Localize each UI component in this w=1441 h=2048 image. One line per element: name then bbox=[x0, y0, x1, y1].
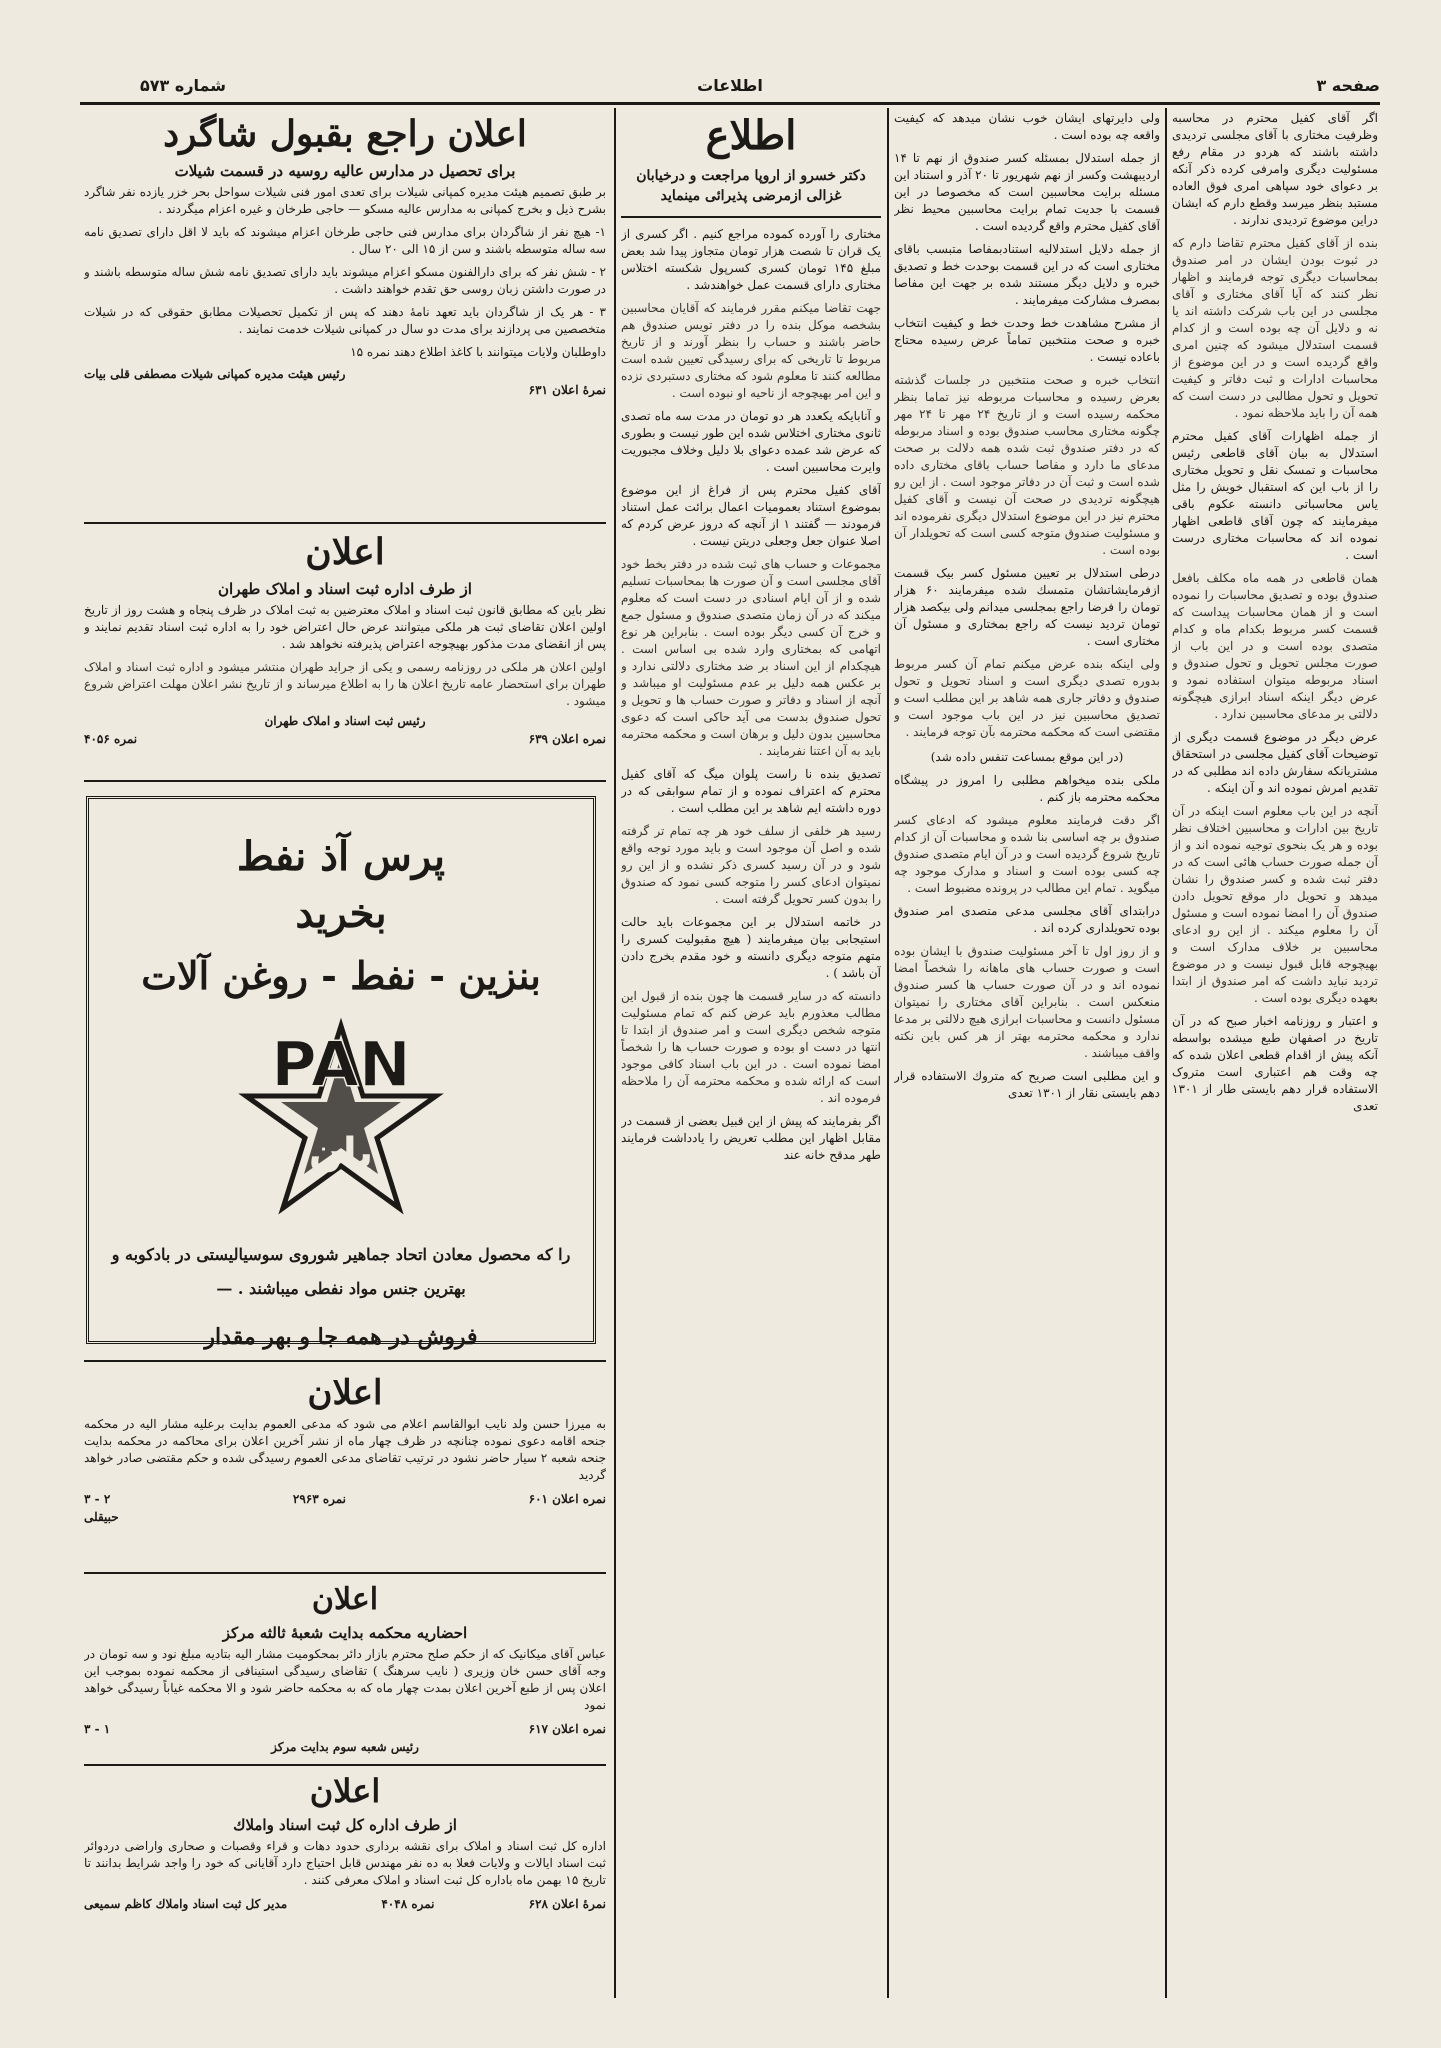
article-paragraph: از جمله استدلال بمسئله کسر صندوق از نهم تا ۱۴ اردیبهشت وکسر از نهم شهریور تا ۲۰ آذر و استناد این مسئله برایت محاسبین است که مخصوصا در این قسمت با جدیت تمام برایت محاسبین محیط نظر آقای کفیل محترم واقع گردیده است . bbox=[894, 151, 1160, 233]
article-paragraph: و اعتبار و روزنامه اخبار صبح که در آن تاریخ در اصفهان طبع میشده بواسطه آنکه پیش از اقدام قطعی اعلان شده که چه وقت هم اعتباری است متروک الاستفاده قرار دهم بایستی طار از ۱۳۰۱ تعدی bbox=[1172, 1014, 1378, 1113]
article-paragraph: مختاری را آورده کموده مراجع کنیم . اگر کسری از یک قران تا شصت هزار تومان متجاوز پیدا شد بعض مبلغ ۱۴۵ تومان کسری کسرپول شکسته اختلاس مختاری دارای قسمت عمل خواهندشد . bbox=[621, 227, 881, 292]
ad-subhead: از طرف اداره ثبت اسناد و املاک طهران bbox=[218, 580, 472, 598]
pan-logo-text: PAN bbox=[271, 1028, 411, 1101]
ad-subhead: از طرف اداره کل ثبت اسناد واملاك bbox=[233, 1816, 457, 1834]
ad-box-line1: پرس آذ نفط bbox=[236, 833, 446, 880]
section-rule bbox=[84, 1572, 606, 1574]
column-divider bbox=[1165, 108, 1167, 1998]
ad-signature: حبیقلی bbox=[84, 1510, 119, 1524]
article-text-block: آنچه در این باب معلوم است اینکه در آن تاریخ بین ادارات و محاسبین اختلاف نظر بوده و هر یک بنحوی توجیه نموده اند و از آن جمله صورت حساب هائی است که در دفتر ثبت شده و کسر صندوق را نشان میدهد و تحویل دار موقع تحویل دادن صندوق آن را امضا نموده است و مسئول آن را معلوم میکند . از این رو ادعای محاسبین بر خلاف مدارک است و بهیچوجه قابل قبول نیست و در موضوع تردید نباید داشت که امر صندوق از ابتدا بعهده دیگری بوده است . bbox=[1172, 804, 1378, 1005]
ad-extra-number: نمره ۴۰۴۸ bbox=[381, 1897, 435, 1911]
article-text-block: اگر دقت فرمایند معلوم میشود که ادعای کسر صندوق بر چه اساسی بنا شده و محاسبات آن از کدام تاریخ شروع گردیده است و در آن ایام متصدی صندوق چه کسی بوده است و اسناد و مدارک موجود چه میگوید . تمام این مطالب در پرونده مضبوط است . bbox=[894, 813, 1160, 895]
ad-paragraph: نظر باین که مطابق قانون ثبت اسناد و املاک معترضین به ثبت املاک در ظرف پنجاه و هشت روز از تاریخ اولین اعلان تقاضای ثبت هر ملکی میتوانند عرض حال اعتراض خود را به اداره ثبت اسناد تقدیم نمایند و پس از انقضای مدت مذکور بهیچوجه اعتراض پذیرفته نخواهد شد . bbox=[84, 603, 606, 651]
article-paragraph: ولی دایرتهای ایشان خوب نشان میدهد که کیفیت واقعه چه بوده است . bbox=[894, 111, 1160, 142]
ad-extra-number: ۱ - ۳ bbox=[84, 1722, 111, 1736]
article-paragraph: درطی استدلال بر تعیین مسئول کسر بیک قسمت ازفرمایشاتشان متمسك شده میفرمایند ۶۰ هزار تومان را فرضا راجع بمجلسی میدانم ولی بیکصد هزار تومان تردید نیست که راجع بمختاری و مسئول آن مختاری است . bbox=[894, 566, 1160, 648]
article-paragraph: ملکی بنده میخواهم مطلبی را امروز در پیشگاه محکمه محترمه باز کنم . bbox=[894, 773, 1160, 804]
ad-number: نمره اعلان ۶۰۱ bbox=[528, 1492, 606, 1506]
article-text-block: مجموعات و حساب های ثبت شده در دفتر بخط خود آقای مجلسی است و آن صورت ها بمحاسبات تسلیم شده و از آن ایام اسنادی در دست است که معلوم میکند که در آن زمان متصدی صندوق و مسئول جمع و خرج آن کسی دیگر بوده است . بنابراین هر نوع اتهامی که بمختاری وارد شده بی اساس است . هیچکدام از این اسناد بر ضد مختاری دلالتی ندارد و بر عکس همه دلیل بر عدم مسئولیت او میباشد و آنچه از اسناد و دفاتر و صورت حساب ها و تحویل و تحول صندوق بدست می آید حاکی است که دعوی محاسبین بدون دلیل و برهان است و محکمه محترمه باید به آن اعتنا نفرمایند . bbox=[621, 557, 881, 758]
ad-box-line2: بخرید bbox=[295, 890, 387, 937]
ad-mirza-hasan bbox=[84, 1370, 606, 1558]
ad-box-description: را که محصول معادن اتحاد جماهیر شوروی سوسیالیستی در بادکوبه و بهترین جنس مواد نفطی میباشند . — bbox=[111, 1245, 571, 1298]
ad-headline: اعلان bbox=[311, 1582, 379, 1617]
ad-sabt-tehran bbox=[84, 528, 606, 768]
article-paragraph: و این مطلبی است صریح که متروك الاستفاده قرار دهم بایستی نقار از ۱۳۰۱ تعدی bbox=[894, 1069, 1160, 1100]
ad-text-block: اولین اعلان هر ملکی در روزنامه رسمی و یکی از جراید طهران منتشر میشود و اداره ثبت اسناد و املاک طهران برای استحضار عامه تاریخ اعلان ها را به اطلاع میرساند و از تاریخ نشر اعلان مهلت اعتراض شروع میشود . bbox=[84, 660, 606, 708]
article-paragraph: درابتدای آقای مجلسی مدعی متصدی امر صندوق بوده تحویلداری کرده اند . bbox=[894, 904, 1160, 935]
section-rule bbox=[84, 1360, 606, 1362]
notice-box-itela bbox=[621, 110, 881, 218]
ad-sabt-general bbox=[84, 1770, 606, 1970]
ad-paragraph: ۳ - هر یک از شاگردان باید تعهد نامهٔ دهند که پس از تکمیل تحصیلات مطابق حقوقی که در شیلات متخصصین می پردازند برای مدت دو سال در کمپانی شیلات خدمت نمایند . bbox=[84, 305, 606, 336]
ad-paragraph: ۱- هیچ نفر از شاگردان برای مدارس فنی حاجی طرخان اعزام میشوند که باید لا اقل دارای تصدیق نامه سه ساله متوسطه باشند و سن از ۱۵ الی ۲۰ سال . bbox=[84, 225, 606, 256]
article-paragraph: اگر آقای کفیل محترم در محاسبه وظرفیت مختاری با آقای مجلسی تردیدی داشته باشند که هردو در مقام رفع مسئولیت دیگری وامرفی کرده ذکر آنکه بر دعوای خود سپاهی امری فوق العاده مستبد بنظر میرسد وقطع دارم که ایشان دراین موضوع تردیدی ندارند . bbox=[1172, 111, 1378, 227]
article-paragraph: عرض دیگر در موضوع قسمت دیگری از توضیحات آقای کفیل مجلسی در استحقاق مشتریانکه سفارش داده اند مطلبی که در تقدیم امرش نموده اند و آن اینکه . bbox=[1172, 730, 1378, 795]
masthead-rule bbox=[80, 102, 1380, 105]
article-paragraph: از مشرح مشاهدت خط وحدت خط و کیفیت انتخاب خبره و صحت منتخبین تماماً عرض رسیده محتاج باعاده نیست . bbox=[894, 316, 1160, 364]
article-column-1 bbox=[1172, 110, 1378, 1990]
masthead bbox=[80, 74, 1380, 102]
ad-subhead: احضاریه محکمه بدایت شعبهٔ ثالثه مرکز bbox=[222, 1624, 468, 1642]
ad-extra-number: نمره ۲۹۶۳ bbox=[292, 1492, 347, 1506]
article-paragraph: از جمله اظهارات آقای کفیل محترم استدلال به بیان آقای قاطعی رئیس محاسبات و تمسک نقل و تحویل مختاری را از باب این که استقبال خویش را مثل یاس محاسباتی دانسته عکوم باقی میفرمایند که چون آقای قاطعی اظهار نموده اند که محاسبات مختاری درست است . bbox=[1172, 429, 1378, 562]
ad-paragraph: ۲ - شش نفر که برای دارالفنون مسکو اعزام میشوند باید دارای تصدیق نامه شش ساله متوسطه باشند و در صورت داشتن زبان روسی حق تقدم خواهند داشت . bbox=[84, 265, 606, 296]
ad-number: نمرهٔ اعلان ۶۲۸ bbox=[528, 1897, 606, 1911]
ad-court-summons bbox=[84, 1580, 606, 1754]
article-paragraph: آقای کفیل محترم پس از فراغ از این موضوع بموضوع استناد بعمومیات اعمال برائت عمل استناد فرمودند — گفتند ۱ از آنچه که دروز عرض کردم که اصلا عنوان جعل وجعلی دریتن نیست . bbox=[621, 483, 881, 548]
section-rule bbox=[84, 1764, 606, 1766]
column-divider bbox=[614, 108, 616, 1998]
article-paragraph: در خاتمه استدلال بر این مجموعات باید حالت استیجابی بیان میفرمایند ( هیچ مقبولیت کسری را متهم متوجه دیگری دانسته و خود مقدم بخرج دادن آن باشد ) . bbox=[621, 915, 881, 980]
article-text-block: همان قاطعی در همه ماه مکلف بافعل صندوق بوده و تصدیق محاسبات را نموده است و از همان محاسبات پیداست که قسمت کسر مربوط بکدام ماه و کدام متصدی بوده است و در این باب از صورت مجلس تحویل و تحول صندوق و اسناد مربوطه میتوان استفاده نمود و عرض دیگر اینکه اسناد ابرازی هیچگونه دلالتی بر مدعای محاسبین ندارد . bbox=[1172, 571, 1378, 721]
ad-headline: اعلان راجع بقبول شاگرد bbox=[163, 113, 527, 155]
ad-number: نمره اعلان ۶۱۷ bbox=[528, 1722, 606, 1736]
paper-name: اطلاعات bbox=[697, 76, 763, 95]
pan-advertisement bbox=[86, 796, 596, 1350]
page-number: صفحه ۳ bbox=[1316, 76, 1380, 95]
ad-extra-number: ۲ - ۳ bbox=[84, 1492, 111, 1506]
column-divider bbox=[887, 108, 889, 1998]
article-paragraph: اگر بفرمایند که پیش از این قبیل بعضی از قسمت در مقابل اظهار این مطلب تعریض را یادداشت فرمایند طهر مدقح خانه عند bbox=[621, 1114, 881, 1162]
ad-paragraph: به میرزا حسن ولد نایب ابوالقاسم اعلام می شود که مدعی العموم بدایت برعلیه مشار الیه در محکمه جنحه اقامه دعوی نموده چنانچه در ظرف چهار ماه از نشر آخرین اعلان برای محاکمه در محکمه بدایت جنحه شعبه ۲ سیار حاضر نشود در ترتیب تقاضای مدعی العموم رسیدگی شده و حکم مقتضی صادر خواهد گردید bbox=[84, 1417, 606, 1482]
ad-headline: اعلان bbox=[309, 1772, 381, 1810]
ad-number: نمرهٔ اعلان ۶۳۱ bbox=[528, 383, 606, 397]
section-rule bbox=[84, 780, 606, 782]
article-text-block: بنده از آقای کفیل محترم تقاضا دارم که در ثبوت بودن ایشان در امر صندوق بمحاسبات دیگری توجه فرمایند و اظهار نظر کنند که آیا آقای مختاری و آقای مجلسی در این باب شرکت داشته اند یا نه و دلایل آن چه بوده است و از کدام قسمت استدلال میشود که چنین امری واقع گردیده است و در این موضوع از محاسبات ادارات و ثبت دفاتر و کیفیت تحویل و تحول مطالبی در دست است که همه آن را باید ملاحظه نمود . bbox=[1172, 236, 1378, 420]
article-paragraph: تصدیق بنده نا راست پلوان میگ که آقای کفیل محترم که اعتراف نموده و از تمام سوابقی که در دوره داشته ایم شاهد بر این مطلب است . bbox=[621, 767, 881, 815]
ad-paragraph: عباس آقای میکانیک که از حکم صلح محترم بازار دائر بمحکومیت مشار الیه بتادیه مبلغ نود و سه تومان در وجه آقای حسن خان وزیری ( نایب سرهنگ ) تقاضای رسیدگی استینافی از محکمه نموده بموجب این اعلان پس از طبع آخرین اعلان بمدت چهار ماه که به محکمه حاضر شود و الا محکمه غیاباً رسیدگی خواهد نمود bbox=[84, 1647, 606, 1712]
article-text-block: جهت تقاضا میکنم مقرر فرمایند که آقایان محاسبین بشخصه موکل بنده را در دفتر تویس صندوق هم حاضر باشند و حساب را بنظر آورند و از تاریخ مربوط تا تاریخی که برای رسیدگی تعیین شده است مطالعه کنند تا معلوم شود که مختاری دستبردی نزده و این امر بهیچوجه از ناحیه او نبوده است . bbox=[621, 301, 881, 400]
ad-headline: اعلان bbox=[305, 531, 385, 573]
article-text-block: دانسته که در سایر قسمت ها چون بنده از قبول این مطالب معذورم باید عرض کنم که تمام مسئولیت متوجه شخص دیگری است و امر صندوق از ابتدا تا انتها در دست او بوده و صورت حساب ها را شخصاً امضا نموده است . در این باب اسناد کافی موجود است که ارائه شده و محکمه محترمه آن را ملاحظه فرموده اند . bbox=[621, 989, 881, 1105]
article-paragraph: از جمله دلایل استدلالیه استنادبمفاصا متبسب باقای مختاری است که در این قسمت بوحدت خط و تصدیق خبره و دلایل دیگر مستند شده بر جهت این مفاصا بمصرف مشارکت میفرمایند . bbox=[894, 242, 1160, 307]
pan-star-logo bbox=[211, 1016, 471, 1216]
article-text-block: رسید هر خلفی از سلف خود هر چه تمام تر گرفته شده و اصل آن موجود است و باید مورد توجه واقع شود و در آن رسید کسری ذکر نشده و از این رو نمیتوان ادعای کسر را متوجه کسی نمود که صندوق را بدون کسر تحویل گرفته است . bbox=[621, 824, 881, 906]
ad-number: نمره اعلان ۶۳۹ bbox=[528, 732, 606, 746]
article-text-block: و از روز اول تا آخر مسئولیت صندوق با ایشان بوده است و صورت حساب های ماهانه را شخصاً امضا نموده اند و در آن صورت حساب ها کسر صندوق منعکس است . بنابراین آقای مختاری را نمیتوان مسئول دانست و محاسبات ابرازی هیچ دلالتی بر مدعا ندارد و محکمه محترمه بهتر از هر کس باین نکته واقف میباشند . bbox=[894, 944, 1160, 1060]
ad-paragraph: اداره کل ثبت اسناد و املاک برای نقشه برداری حدود دهات و قراء وقصبات و صحاری واراضی دردوائر ثبت اسناد ایالات و ولایات فعلا به ده نفر مهندس قابل احتیاج دارد آقایانی که خود را واجد شرایط بدانند تا تاریخ ۱۵ بهمن ماه باداره کل ثبت اسناد و املاک معرفی کنند . bbox=[84, 1839, 606, 1887]
issue-number: شماره ۵۷۳ bbox=[140, 76, 226, 95]
article-paragraph: و آنابایکه یکعدد هر دو تومان در مدت سه ماه تصدی ثانوی مختاری اختلاس شده این طور نیست و بطوری که عرض شد عمده دعوای بلا دلیل وخلاف مجبوریت وایرت محاسبین است . bbox=[621, 409, 881, 474]
ad-signature: رئیس شعبه سوم بدایت مرکز bbox=[271, 1740, 419, 1754]
ad-box-sale: فروش در همه جا و بهر مقدار bbox=[204, 1324, 478, 1350]
ad-headline: اعلان bbox=[307, 1373, 383, 1413]
ad-signature: رئیس هیئت مدیره کمپانی شیلات مصطفی قلی بیات bbox=[84, 367, 346, 381]
ad-shilat bbox=[84, 110, 606, 518]
ad-signature: رئیس ثبت اسناد و املاک طهران bbox=[264, 714, 426, 728]
article-text-block: ولی اینکه بنده عرض میکنم تمام آن کسر مربوط بدوره تصدی دیگری است و اسناد تحویل و تحول صندوق و دفاتر جاری همه شاهد بر این مطلب است و تصدیق محاسبین نیز در این باب موجود است و مقتضی است که محکمه محترمه بآن توجه فرمایند . bbox=[894, 657, 1160, 739]
article-paragraph: (در این موقع بمساعت تنفس داده شد) bbox=[930, 750, 1124, 764]
notice-subhead: دکتر خسرو از اروپا مراجعت و درخیابان غزالی ازمرضی پذیرائی مینماید bbox=[636, 168, 866, 204]
pan-logo-subtext: پان bbox=[308, 1130, 374, 1176]
section-rule bbox=[84, 522, 606, 524]
notice-headline: اطلاع bbox=[705, 112, 797, 159]
ad-extra-number: نمره ۴۰۵۶ bbox=[84, 732, 138, 746]
ad-paragraph: داوطلبان ولایات میتوانند با کاغذ اطلاع دهند نمره ۱۵ bbox=[350, 345, 606, 359]
ad-box-line3: بنزین - نفط - روغن آلات bbox=[141, 953, 541, 998]
article-column-2 bbox=[894, 110, 1160, 1990]
article-column-3 bbox=[621, 110, 881, 1990]
article-text-block: انتخاب خبره و صحت منتخبین در جلسات گذشته بعرض رسیده و محاسبات مربوطه نیز تماما بنظر محکمه رسیده است و از تاریخ ۲۴ مهر تا ۲۴ مهر چگونه مختاری محاسب صندوق بوده و اسناد مربوطه که در دفتر صندوق ثبت شده همه دلالت بر صحت مدعای ما دارد و مفاصا حساب باقای مختاری داده شده است و ثبت آن در دفاتر موجود است . از این رو هیچگونه تردیدی در صحت آن نیست و آقای کفیل محترم نیز در این موضوع استدلال دیگری نفرموده اند و مسئولیت صندوق متوجه کسی است که تحویلدار آن بوده است . bbox=[894, 373, 1160, 557]
ad-subhead: برای تحصیل در مدارس عالیه روسیه در قسمت شیلات bbox=[174, 162, 516, 180]
ad-paragraph: بر طبق تصمیم هیئت مدیره کمپانی شیلات برای تعدی امور فنی شیلات سواحل بحر خزر یازده نفر شاگرد بشرح ذیل و بخرج کمپانی به مدارس عالیه مسکو — حاجی طرخان و غیره اعزام میگردند . bbox=[84, 185, 606, 216]
ad-signature: مدیر کل ثبت اسناد واملاك کاظم سمیعی bbox=[84, 1897, 288, 1911]
